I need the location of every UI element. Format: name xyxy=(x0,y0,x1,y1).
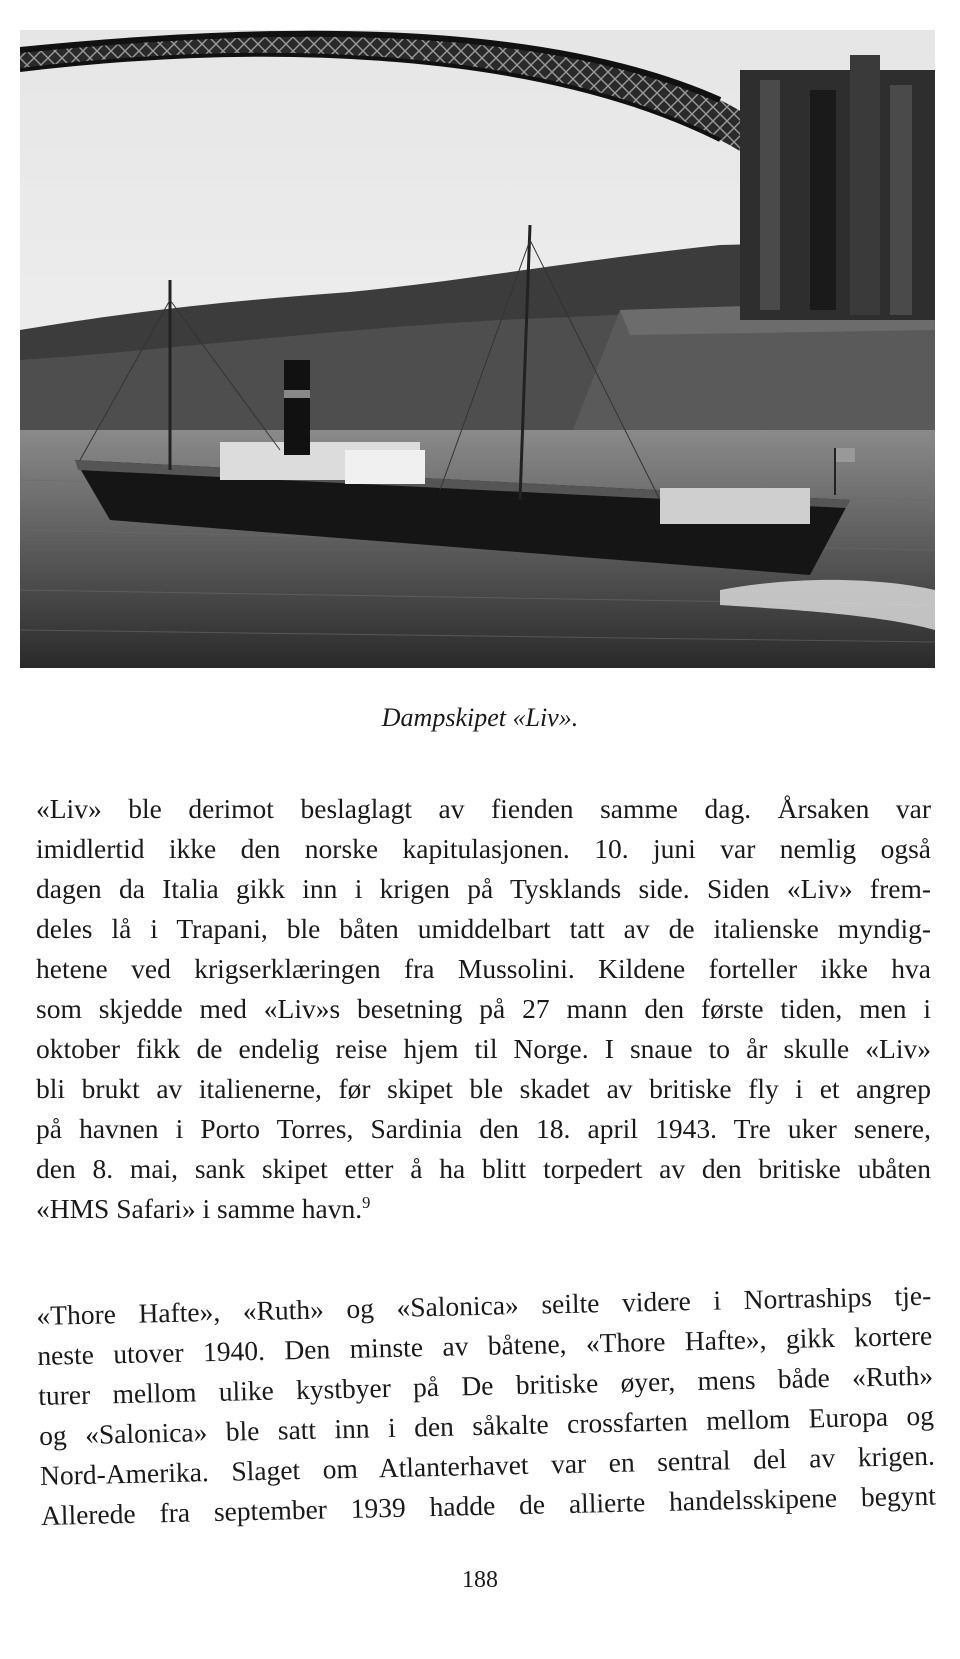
text-line: Nord-Amerika. Slaget om Atlanterhavet var en sentral del av krigen. xyxy=(39,1439,936,1491)
text-line: neste utover 1940. Den minste av båtene, «Thore Hafte», gikk kortere xyxy=(36,1319,933,1371)
footnote-marker: 9 xyxy=(362,1192,371,1212)
text-line: turer mellom ulike kystbyer på De britiske øyer, mens både «Ruth» xyxy=(37,1359,934,1411)
text-line: imidlertid ikke den norske kapitulasjonen. 10. juni var nemlig også xyxy=(36,833,931,864)
text-line-content: «HMS Safari» i samme havn. xyxy=(36,1193,363,1224)
ship-flag xyxy=(835,448,855,462)
text-line: dagen da Italia gikk inn i krigen på Tysklands side. Siden «Liv» frem- xyxy=(36,873,931,904)
steamship-photo xyxy=(20,30,935,668)
text-line: deles lå i Trapani, ble båten umiddelbart tatt av de italienske myndig- xyxy=(36,913,931,944)
text-line: oktober fikk de endelig reise hjem til Norge. I snaue to år skulle «Liv» xyxy=(36,1033,931,1064)
text-line: «Liv» ble derimot beslaglagt av fienden samme dag. Årsaken var xyxy=(36,793,931,824)
body-paragraph-1 xyxy=(36,789,931,1229)
text-line: den 8. mai, sank skipet etter å ha blitt torpedert av den britiske ubåten xyxy=(36,1153,931,1184)
text-line: Allerede fra september 1939 hadde de allierte handelsskipene begynt xyxy=(40,1479,937,1531)
ship-bridge-deck xyxy=(660,488,810,524)
ship-bridge-illustration xyxy=(20,30,935,668)
text-line: på havnen i Porto Torres, Sardinia den 18. april 1943. Tre uker senere, xyxy=(36,1113,931,1144)
text-line: «Thore Hafte», «Ruth» og «Salonica» seilte videre i Nortraships tje- xyxy=(36,1279,932,1331)
page-number: 188 xyxy=(462,1567,498,1593)
body-paragraph-2 xyxy=(36,1276,936,1536)
ship-funnel xyxy=(284,360,310,455)
text-line: som skjedde med «Liv»s besetning på 27 mann den første tiden, men i xyxy=(36,993,931,1024)
text-line: hetene ved krigserklæringen fra Mussolini. Kildene forteller ikke hva xyxy=(36,953,931,984)
text-line-last xyxy=(36,1189,931,1229)
text-line: bli brukt av italienerne, før skipet ble skadet av britiske fly i et angrep xyxy=(36,1073,931,1104)
photo-caption: Dampskipet «Liv». xyxy=(381,703,579,732)
text-line: og «Salonica» ble satt inn i den såkalte crossfarten mellom Europa og xyxy=(38,1399,935,1451)
